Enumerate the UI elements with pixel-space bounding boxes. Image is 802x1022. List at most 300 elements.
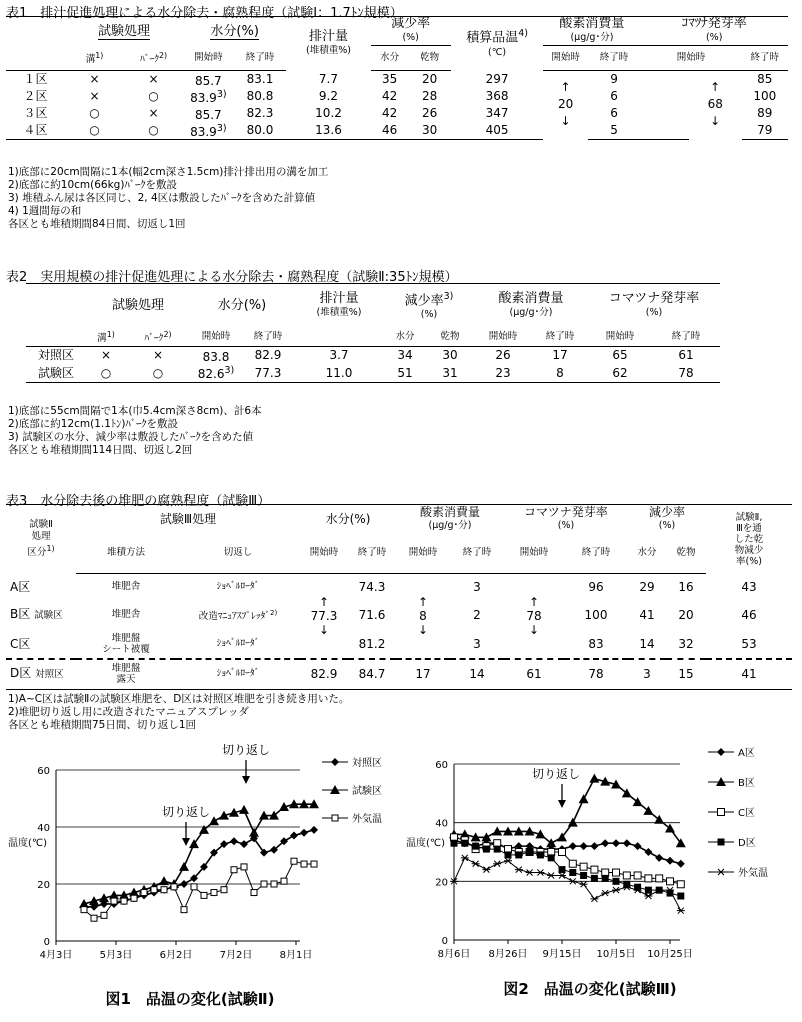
y-tick-label: 0	[43, 937, 50, 948]
data-point	[241, 864, 247, 870]
data-point	[717, 869, 725, 875]
data-point	[634, 842, 642, 850]
t2-o2-start: 26	[495, 348, 511, 363]
t1-ku: ２区	[23, 89, 48, 103]
data-point	[677, 860, 685, 868]
data-point	[591, 866, 598, 873]
data-point	[634, 872, 641, 879]
data-point	[579, 794, 589, 803]
data-point	[536, 870, 544, 876]
t1-sekisan: 368	[485, 89, 509, 103]
t3-water: 41	[639, 608, 655, 622]
t3-o2-end: 2	[473, 608, 481, 622]
t2-start: 82.6	[197, 367, 225, 382]
t3-last: 46	[741, 608, 757, 622]
data-point	[569, 878, 577, 884]
data-point	[677, 893, 684, 900]
data-point	[332, 815, 338, 821]
t2-sh-mizo: 溝	[97, 332, 107, 344]
t1-kom-start: 68	[707, 97, 723, 112]
t2-kom-end: 78	[652, 364, 720, 382]
arrow-up-icon: ↑	[560, 80, 571, 95]
t2-kom-start: 62	[588, 364, 652, 382]
t1-sh-o2-end: 終了時	[588, 46, 641, 70]
t1-bark: ×	[148, 106, 159, 120]
t3-o2-start: 17	[396, 659, 450, 689]
t1-haijuu: 7.7	[318, 71, 339, 86]
t2-ku: 対照区	[37, 348, 74, 363]
y-tick-label: 60	[435, 760, 448, 771]
t3-h-kubun-1: 処理	[31, 530, 51, 542]
data-point	[482, 867, 490, 873]
t1-dry: 26	[422, 106, 438, 120]
arrow-up-icon: ↑	[417, 594, 429, 609]
t3-method-1: シート被覆	[102, 643, 150, 655]
t3-sh-kirikaeshi: 切返し	[176, 533, 300, 573]
t3-water-end: 84.7	[348, 659, 396, 689]
t1-start: 85.7	[194, 107, 222, 122]
annotation-label: 切り返し	[221, 743, 271, 757]
data-point	[580, 872, 587, 879]
t1-sekisan: 405	[451, 122, 544, 140]
t2-start: 83.8	[202, 349, 230, 364]
t1-water: 42	[381, 106, 398, 120]
t1-o2-end: 9	[610, 72, 618, 86]
t3-kiri: ｼｮﾍﾞﾙﾛｰﾀﾞ	[176, 659, 300, 689]
t1-haijuu: 10.2	[315, 106, 342, 120]
data-point	[515, 851, 522, 858]
t1-h-komatsuna-sub: (%)	[640, 31, 788, 46]
t3-water-end: 74.3	[358, 580, 386, 595]
data-point	[301, 861, 307, 867]
data-point	[589, 774, 599, 783]
t3-common-kom-start: 78	[526, 608, 542, 623]
t1-ku: ３区	[23, 106, 48, 120]
data-point	[666, 857, 674, 865]
t3-common-water-start: 77.3	[310, 608, 338, 623]
t3-kiri: ｼｮﾍﾞﾙﾛｰﾀﾞ	[216, 581, 260, 593]
t1-kom-end: 85	[757, 72, 773, 86]
t3-h-suibun: 水分(%)	[325, 512, 371, 526]
series-line	[454, 858, 681, 911]
t1-water: 46	[371, 122, 409, 140]
t3-sh-o2-end: 終了時	[450, 533, 504, 573]
t3-shiken-ku: 試験区	[34, 610, 63, 621]
t3-o2-end: 14	[450, 659, 504, 689]
t1-o2-end: 5	[588, 122, 641, 140]
data-point	[311, 861, 317, 867]
t3-h-komatsuna-sub: (%)	[557, 520, 575, 531]
data-point	[613, 878, 620, 885]
t2-sh-bark: ﾊﾞｰｸ	[144, 332, 164, 344]
y-axis-label: 温度(℃)	[8, 838, 48, 849]
t1-sh-bark-sup: 2)	[158, 50, 168, 60]
data-point	[201, 892, 207, 898]
t3-dry: 15	[666, 659, 706, 689]
t2-sh-water: 水分	[384, 328, 426, 347]
table-row	[26, 346, 720, 364]
t2-h-suibun: 水分(%)	[217, 297, 267, 313]
t3-dry: 20	[678, 608, 694, 622]
t2-kom-start: 65	[612, 348, 628, 363]
t1-h-sanso-sub: (μg/g･分)	[543, 31, 640, 46]
t2-h-komatsuna-sub: (%)	[645, 306, 663, 318]
t3-method-0: 堆肥盤	[111, 663, 141, 675]
data-point	[461, 840, 468, 847]
data-point	[568, 818, 578, 827]
legend-label: D区	[738, 838, 756, 849]
t2-end: 82.9	[254, 348, 282, 363]
table-row	[6, 70, 788, 88]
t2-sh-end: 終了時	[242, 328, 294, 347]
t3-water-end: 81.2	[358, 636, 386, 651]
data-point	[472, 861, 480, 867]
data-point	[290, 832, 298, 840]
data-point	[559, 849, 566, 856]
arrow-down-icon: ↓	[560, 114, 571, 129]
table1-title: 表1 排汁促進処理による水分除去・腐熟程度（試験Ⅰ：1.7ﾄﾝ規模）	[6, 6, 403, 21]
data-point	[239, 805, 249, 814]
arrow-down-icon: ↓	[710, 114, 721, 129]
t1-kom-end: 100	[753, 89, 777, 103]
data-point	[331, 758, 339, 766]
data-point	[526, 870, 534, 876]
t1-h-suibun: 水分(%)	[210, 23, 259, 39]
t2-h-genshou: 減少率	[404, 292, 444, 308]
t2-o2-end: 8	[532, 364, 588, 382]
t3-d-sub: 対照区	[35, 669, 64, 681]
data-point	[559, 866, 566, 873]
t3-h-shori: 試験Ⅲ処理	[159, 512, 217, 526]
t3-sh-method: 堆積方法	[76, 533, 176, 573]
t3-sh-w-start: 開始時	[300, 533, 348, 573]
t1-kom-end: 89	[757, 106, 773, 120]
t3-h-last-2: した乾	[734, 533, 764, 545]
t2-h-shiken: 試験処理	[111, 297, 164, 313]
t1-haijuu: 9.2	[318, 89, 339, 103]
t1-sh-start: 開始時	[183, 46, 234, 70]
data-point	[91, 915, 97, 921]
t3-last: 41	[706, 659, 792, 689]
x-tick-label: 8月1日	[279, 950, 313, 961]
arrow-up-icon: ↑	[528, 594, 540, 609]
t3-water: 29	[639, 580, 655, 595]
y-tick-label: 40	[435, 818, 448, 830]
t1-o2-start: 20	[557, 97, 574, 112]
arrow-down-icon	[558, 800, 566, 808]
data-point	[526, 849, 533, 856]
t1-h-genshou: 減少率	[391, 16, 431, 31]
t2-sh-mizo-sup: 1)	[106, 329, 115, 339]
t2-h-sanso-sub: (μg/g･分)	[509, 306, 553, 318]
data-point	[271, 881, 277, 887]
legend-label: A区	[738, 748, 755, 759]
t2-mizo: ○	[86, 364, 126, 382]
table-row	[6, 659, 792, 689]
data-point	[623, 839, 631, 847]
x-tick-label: 7月2日	[219, 950, 253, 961]
arrow-down-icon: ↓	[417, 622, 429, 637]
t3-sh-dry: 乾物	[666, 533, 706, 573]
data-point	[230, 837, 238, 845]
data-point	[677, 881, 684, 888]
t1-h-sanso: 酸素消費量	[559, 16, 625, 31]
data-point	[180, 880, 188, 888]
t1-start-sup: 3)	[216, 122, 227, 134]
t2-water: 34	[397, 348, 413, 363]
data-point	[602, 875, 609, 882]
arrow-down-icon	[242, 776, 250, 784]
data-point	[515, 867, 523, 873]
data-point	[548, 854, 555, 861]
t1-bark: ○	[148, 89, 159, 103]
t2-sh-o2-end: 終了時	[532, 328, 588, 347]
t1-ku: ４区	[6, 122, 65, 140]
t3-sh-k-start: 開始時	[504, 533, 564, 573]
t1-sh-dry: 乾物	[409, 46, 451, 70]
t2-h-genshou-sup: 3)	[443, 290, 454, 302]
t3-h-last-1: Ⅲを通	[736, 522, 762, 534]
x-tick-label: 4月3日	[39, 950, 73, 961]
table2-notes: 1)底部に55cm間隔で1本(巾5.4cm深さ8cm)、計6本 2)底部に約12cm(1.1ﾄﾝ)ﾊﾞｰｸを敷設 3) 試験区の水分、減少率は敷設したﾊﾞｰｸを含めた値 各区とも堆積期間114日間、切返し2回	[8, 405, 262, 456]
t1-haijuu: 13.6	[286, 122, 370, 140]
t1-sekisan: 297	[485, 71, 509, 86]
t2-kom-end: 61	[678, 348, 694, 363]
data-point	[240, 840, 248, 848]
arrow-down-icon	[182, 838, 190, 846]
data-point	[537, 851, 544, 858]
data-point	[191, 884, 197, 890]
x-tick-label: 8月26日	[488, 949, 528, 960]
t3-kiri: ｼｮﾍﾞﾙﾛｰﾀﾞ	[216, 637, 260, 649]
t1-ku: １区	[23, 72, 48, 86]
data-point	[251, 890, 257, 896]
data-point	[231, 867, 237, 873]
t2-bark: ○	[126, 364, 190, 382]
t3-water-end: 71.6	[358, 608, 386, 622]
legend-label: 試験区	[352, 786, 382, 797]
arrow-up-icon: ↑	[710, 80, 721, 95]
x-tick-label: 5月3日	[99, 950, 133, 961]
t3-o2-end: 3	[473, 580, 481, 595]
t3-kom-end: 78	[564, 659, 628, 689]
legend-label: 外気温	[352, 814, 382, 825]
x-tick-label: 6月2日	[159, 950, 193, 961]
t1-dry: 20	[422, 72, 438, 86]
table2	[26, 283, 720, 383]
y-tick-label: 0	[441, 936, 448, 947]
data-point	[590, 896, 598, 902]
t2-haijuu: 3.7	[329, 348, 349, 363]
data-point	[493, 861, 501, 867]
t1-sh-water: 水分	[371, 46, 409, 70]
table-row	[6, 105, 788, 122]
t1-h-genshou-sub: (%)	[371, 31, 451, 46]
t1-sh-mizo: 溝	[85, 53, 96, 65]
t3-method: 堆肥舎	[111, 581, 141, 593]
t3-h-sanso: 酸素消費量	[419, 505, 480, 519]
t1-dry: 30	[409, 122, 451, 140]
t2-start-sup: 3)	[224, 365, 235, 377]
t2-ku: 試験区	[26, 364, 86, 382]
data-point	[612, 839, 620, 847]
t1-o2-end: 6	[610, 89, 618, 103]
data-point	[718, 839, 725, 846]
table-row	[26, 364, 720, 382]
data-point	[547, 872, 555, 878]
data-point	[613, 869, 620, 876]
annotation-label: 切り返し	[161, 805, 211, 819]
t2-h-haijuu-sub: (堆積重%)	[316, 306, 362, 318]
t3-water: 3	[628, 659, 666, 689]
t3-sh-o2-start: 開始時	[396, 533, 450, 573]
chart-2	[400, 736, 802, 1022]
t2-sh-bark-sup: 2)	[163, 329, 172, 339]
data-point	[717, 748, 725, 756]
t1-h-sekisan-sub: (℃)	[488, 46, 507, 58]
x-tick-label: 10月5日	[596, 949, 636, 960]
table3	[6, 504, 792, 690]
table-row	[6, 88, 788, 105]
data-point	[644, 848, 652, 856]
t1-mizo: ○	[65, 122, 124, 140]
table3-title: 表3 水分除去後の堆肥の腐熟程度（試験Ⅲ）	[6, 494, 271, 509]
t3-kiri-sup: 2)	[270, 608, 278, 617]
data-point	[291, 858, 297, 864]
t1-end: 83.1	[246, 72, 274, 86]
t1-bark: ○	[124, 122, 183, 140]
x-tick-label: 8月6日	[437, 949, 471, 960]
t2-o2-start: 23	[474, 364, 532, 382]
t2-water: 51	[384, 364, 426, 382]
data-point	[591, 875, 598, 882]
t3-sh-k-end: 終了時	[564, 533, 628, 573]
chart-1	[0, 736, 430, 1022]
data-point	[656, 875, 663, 882]
t1-start: 83.9	[190, 124, 217, 139]
data-point	[601, 890, 609, 896]
t2-dry: 30	[442, 348, 458, 363]
arrow-down-icon: ↓	[318, 622, 330, 637]
data-point	[655, 854, 663, 862]
y-axis-label: 温度(℃)	[406, 838, 446, 849]
arrow-up-icon: ↑	[318, 594, 330, 609]
t1-sh-mizo-sup: 1)	[95, 50, 104, 60]
t3-common-o2-start: 8	[419, 608, 427, 623]
data-point	[161, 887, 167, 893]
t3-method-0: 堆肥盤	[111, 632, 141, 644]
t1-sh-o2-start: 開始時	[543, 46, 587, 70]
data-point	[181, 907, 187, 913]
data-point	[580, 842, 588, 850]
chart-title: 図1 品温の変化(試験Ⅱ)	[105, 990, 275, 1008]
arrow-down-icon: ↓	[528, 622, 540, 637]
t3-method-1: 露天	[116, 674, 136, 686]
data-point	[590, 842, 598, 850]
t1-end: 80.0	[234, 122, 287, 140]
data-point	[569, 860, 576, 867]
data-point	[645, 887, 652, 894]
series-line	[84, 804, 314, 904]
data-point	[558, 872, 566, 878]
table1	[6, 16, 788, 140]
t2-haijuu: 11.0	[294, 364, 384, 382]
t1-bark: ×	[148, 72, 159, 86]
data-point	[281, 878, 287, 884]
data-point	[461, 855, 469, 861]
t1-h-sekisan-sup: 4)	[518, 28, 528, 40]
t2-mizo: ×	[100, 348, 112, 363]
t3-ku: A区	[10, 580, 31, 594]
t1-h-shiken: 試験処理	[98, 23, 151, 39]
t1-end: 80.8	[246, 89, 274, 103]
data-point	[300, 829, 308, 837]
t1-sh-bark: ﾊﾞｰｸ	[139, 53, 159, 65]
t3-h-kubun-2: 区分	[27, 547, 47, 559]
t3-kom-start: 61	[504, 659, 564, 689]
legend-label: 外気温	[738, 868, 768, 879]
data-point	[261, 881, 267, 887]
x-tick-label: 9月15日	[542, 949, 582, 960]
data-point	[211, 890, 217, 896]
table3-notes: 1)A~C区は試験Ⅱの試験区堆肥を、D区は対照区堆肥を引き続き用いた。 2)堆肥切り返し用に改造されたマニュアスプレッダ 各区とも堆積期間75日間、切り返し1回	[8, 693, 350, 731]
t3-h-genshou-sub: (%)	[658, 520, 676, 531]
data-point	[580, 881, 588, 887]
data-point	[505, 851, 512, 858]
data-point	[451, 840, 458, 847]
t2-end: 77.3	[242, 364, 294, 382]
t3-kom-end: 83	[588, 636, 604, 651]
data-point	[644, 893, 652, 899]
table-row	[6, 122, 788, 140]
t3-last: 43	[741, 580, 757, 594]
data-point	[171, 884, 177, 890]
t3-sh-w-end: 終了時	[348, 533, 396, 573]
t1-h-haijuu: 排汁量	[308, 28, 348, 44]
t3-h-last-3: 物減少	[734, 544, 764, 556]
data-point	[667, 878, 674, 885]
data-point	[569, 869, 576, 876]
data-point	[131, 895, 137, 901]
t3-h-last-0: 試験Ⅱ,	[735, 511, 763, 523]
t3-sh-water: 水分	[628, 533, 666, 573]
t2-sh-dry: 乾物	[426, 328, 474, 347]
t1-start: 83.9	[190, 90, 217, 105]
data-point	[249, 828, 259, 837]
data-point	[677, 908, 685, 914]
t1-o2-end: 6	[610, 106, 618, 120]
t3-h-kubun-0: 試験Ⅱ	[29, 518, 53, 530]
t3-h-sanso-sub: (μg/g･分)	[428, 520, 472, 531]
data-point	[121, 898, 127, 904]
t1-mizo: ×	[89, 89, 100, 103]
t1-dry: 28	[422, 89, 438, 103]
t2-h-sanso: 酸素消費量	[498, 290, 564, 306]
chart-title: 図2 品温の変化(試験Ⅲ)	[503, 980, 677, 998]
data-point	[101, 912, 107, 918]
data-point	[612, 887, 620, 893]
t1-water: 42	[381, 89, 398, 103]
data-point	[580, 863, 587, 870]
t2-sh-kom-end: 終了時	[652, 328, 720, 347]
t1-kom-end: 79	[742, 122, 788, 140]
data-point	[310, 826, 318, 834]
t2-dry: 31	[426, 364, 474, 382]
y-tick-label: 60	[37, 766, 50, 777]
x-tick-label: 10月25日	[647, 949, 693, 960]
t2-sh-kom-start: 開始時	[588, 328, 652, 347]
data-point	[718, 809, 725, 816]
